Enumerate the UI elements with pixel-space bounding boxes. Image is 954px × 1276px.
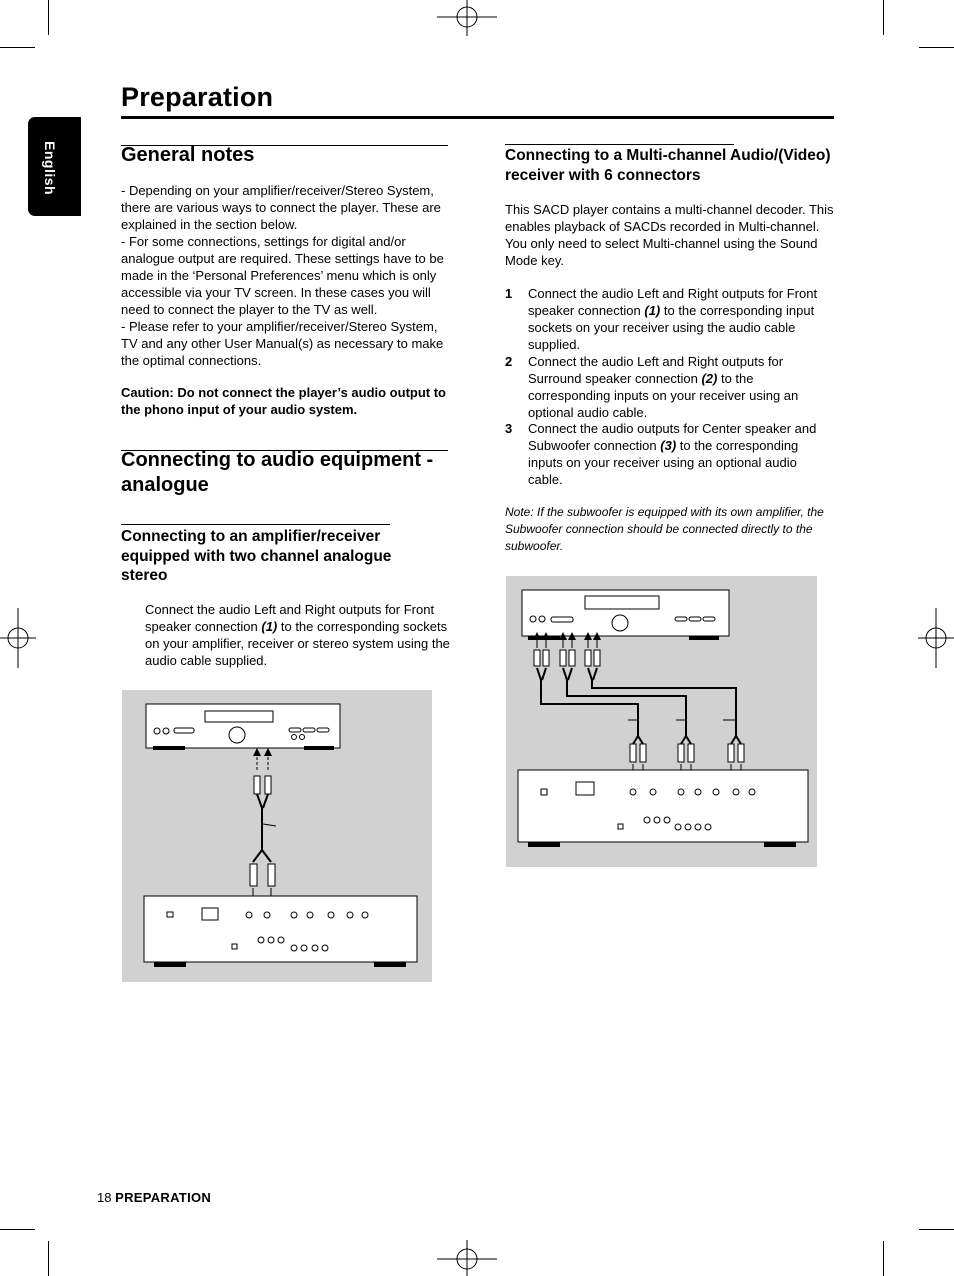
subsection-rule bbox=[121, 524, 390, 525]
page-number: 18 bbox=[97, 1190, 112, 1205]
connection-ref: (1) bbox=[261, 619, 278, 634]
footer-section: PREPARATION bbox=[115, 1190, 212, 1205]
crop-mark bbox=[883, 0, 884, 35]
step-number: 3 bbox=[505, 421, 513, 436]
registration-mark-icon bbox=[0, 608, 36, 668]
registration-mark-icon bbox=[437, 1240, 497, 1276]
step-number: 1 bbox=[505, 286, 513, 301]
language-tab bbox=[28, 117, 81, 216]
step-number: 2 bbox=[505, 354, 513, 369]
general-notes-heading: General notes bbox=[121, 144, 255, 166]
instruction-text: to the corresponding sockets on your amplifier, receiver or stereo system using the audio cable supplied. bbox=[145, 619, 450, 668]
registration-mark-icon bbox=[437, 0, 497, 36]
general-notes-paragraph: - Depending on your amplifier/receiver/Stereo System, there are various ways to connect the player. These are explained in the section below. - For some connections, settings for digital and/or analogue output are required. These settings have to be made in the ‘Personal Preferences’ menu which is only accessible via your TV screen. In these cases you will need to connect the player to the TV as well. - Please refer to your amplifier/receiver/Stereo System, TV and any other User Manual(s) as necessary to make the optimal connections. bbox=[121, 183, 444, 368]
crop-mark bbox=[48, 0, 49, 35]
crop-mark bbox=[0, 47, 35, 48]
stereo-connection-diagram bbox=[122, 690, 432, 982]
registration-mark-icon bbox=[918, 608, 954, 668]
crop-mark bbox=[919, 47, 954, 48]
multichannel-connection-illustration bbox=[506, 576, 817, 867]
step-text: Connect the audio Left and Right outputs for Front speaker connection (1) to the corresponding input sockets on your receiver using the audio cable supplied. bbox=[528, 286, 818, 352]
page-footer bbox=[97, 1190, 211, 1205]
crop-mark bbox=[919, 1229, 954, 1230]
instruction-text: Connect the audio Left and Right outputs for Front speaker connection bbox=[145, 602, 435, 634]
audio-equipment-heading: Connecting to audio equipment - analogue bbox=[121, 449, 434, 496]
title-rule bbox=[121, 116, 834, 119]
amplifier-instructions bbox=[145, 601, 451, 669]
multichannel-connection-diagram bbox=[506, 576, 817, 867]
crop-mark bbox=[48, 1241, 49, 1276]
multichannel-intro: This SACD player contains a multi-channel decoder. This enables playback of SACDs recorded in Multi-channel. You only need to select Multi-channel using the Sound Mode key. bbox=[505, 202, 834, 268]
caution-text: Caution: Do not connect the player’s audio output to the phono input of your audio system. bbox=[121, 385, 446, 417]
step-text: Connect the audio Left and Right outputs for Surround speaker connection (2) to the corresponding inputs on your receiver using an optional audio cable. bbox=[528, 354, 799, 420]
step-text: Connect the audio outputs for Center speaker and Subwoofer connection (3) to the corresponding inputs on your receiver using an optional audio cable. bbox=[528, 421, 817, 487]
page-title: Preparation bbox=[121, 82, 274, 112]
multichannel-heading: Connecting to a Multi-channel Audio/(Video) receiver with 6 connectors bbox=[505, 147, 831, 184]
crop-mark bbox=[883, 1241, 884, 1276]
amplifier-sub-heading: Connecting to an amplifier/receiver equipped with two channel analogue stereo bbox=[121, 528, 392, 584]
crop-mark bbox=[0, 1229, 35, 1230]
subwoofer-note: Note: If the subwoofer is equipped with its own amplifier, the Subwoofer connection should be connected directly to the subwoofer. bbox=[505, 505, 824, 553]
language-tab-label: English bbox=[42, 141, 58, 196]
stereo-connection-illustration bbox=[122, 690, 432, 982]
subsection-rule bbox=[505, 144, 734, 145]
